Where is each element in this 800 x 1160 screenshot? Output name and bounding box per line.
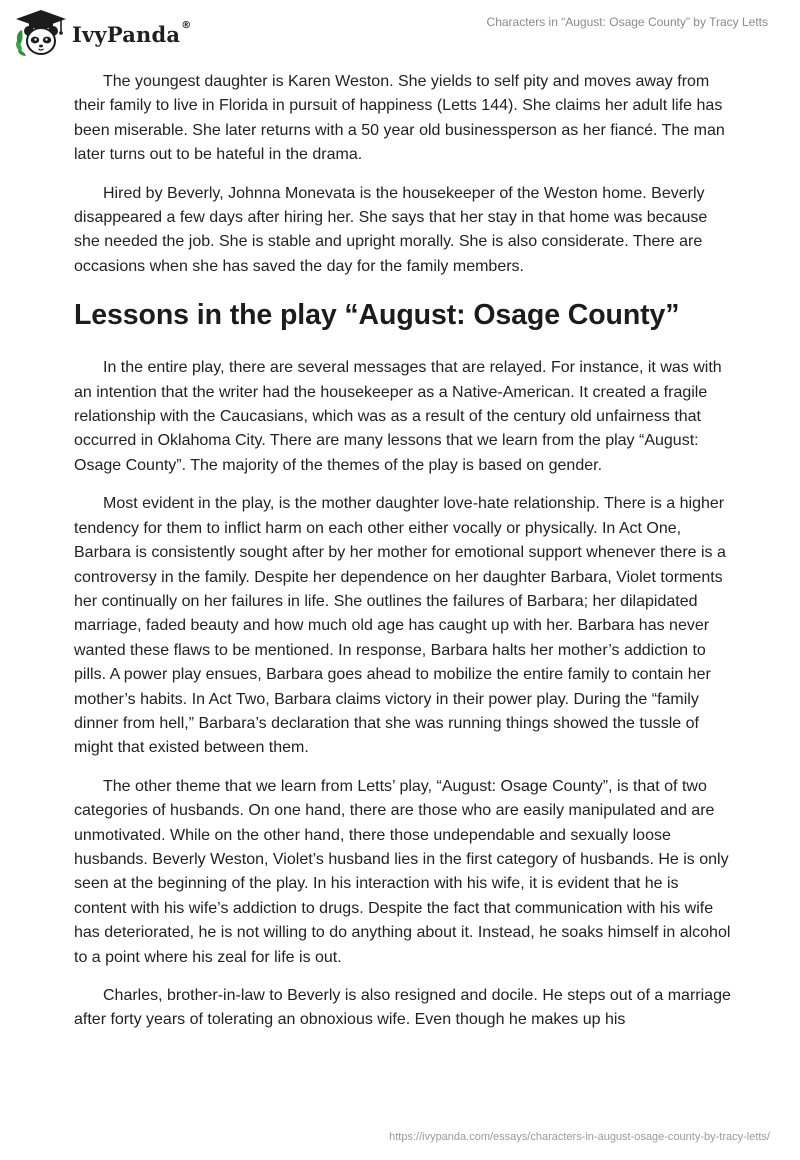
- paragraph: Charles, brother-in-law to Beverly is also resigned and docile. He steps out of a marriage after forty years of tolerating an obnoxious wife. Even though he makes up his: [74, 987, 731, 1029]
- paragraph: The other theme that we learn from Letts’ play, “August: Osage County”, is that of two categories of husbands. On one hand, there are those who are easily manipulated and are unmotivated. While on the other hand, there those undependable and sexually loose husbands. Beverly Weston, Violet’s husband lies in the first category of husbands. He is only seen at the beginning of the play. In his interaction with his wife, it is evident that he is content with his wife’s addiction to drugs. Despite the fact that communication with his wife has deteriorated, he is not willing to do anything about it. Instead, he soaks himself in alcohol to a point where his zeal for life is out.: [74, 777, 731, 966]
- panda-graduate-icon: [14, 8, 68, 60]
- brand-logo[interactable]: [14, 8, 191, 60]
- paragraph: The youngest daughter is Karen Weston. She yields to self pity and moves away from their family to live in Florida in pursuit of happiness (Letts 144). She claims her adult life has been miserable. She later returns with a 50 year old businessperson as her fiancé. The man later turns out to be hateful in the drama.: [74, 73, 725, 164]
- source-url[interactable]: https://ivypanda.com/essays/characters-in-august-osage-county-by-tracy-letts/: [389, 1131, 770, 1143]
- paragraph: Most evident in the play, is the mother daughter love-hate relationship. There is a higher tendency for them to inflict harm on each other either vocally or physically. In Act One, Barbara is consistently sought after by her mother for emotional support whenever there is a controversy in the family. Despite her dependence on her daughter Barbara, Violet torments her continually on her failures in life. She outlines the failures of Barbara; her dilapidated marriage, faded beauty and how much old age has caught up with her. Barbara has never wanted these flaws to be mentioned. In response, Barbara halts her mother’s addiction to pills. A power play ensues, Barbara goes ahead to mobilize the entire family to contain her mother’s habits. In Act Two, Barbara claims victory in their power play. During the “family dinner from hell,” Barbara’s declaration that she was running things showed the tussle of might that existed between them.: [74, 495, 726, 757]
- paragraph: In the entire play, there are several messages that are relayed. For instance, it was with an intention that the writer had the housekeeper as a Native-American. It created a fragile relationship with the Caucasians, which was as a result of the century old unfairness that occurred in Oklahoma City. There are many lessons that we learn from the play “August: Osage County”. The majority of the themes of the play is based on gender.: [74, 359, 722, 474]
- paragraph: Hired by Beverly, Johnna Monevata is the housekeeper of the Weston home. Beverly disappeared a few days after hiring her. She says that her stay in that home was because she needed the job. She is stable and upright morally. She is also considerate. There are occasions when she has saved the day for the family members.: [74, 184, 708, 275]
- document-title: Characters in “August: Osage County” by Tracy Letts: [486, 15, 768, 29]
- section-heading: Lessons in the play “August: Osage County”: [74, 299, 680, 332]
- page-header: [0, 0, 800, 70]
- brand-name: IvyPanda®: [72, 19, 192, 47]
- essay-content: [74, 70, 734, 1047]
